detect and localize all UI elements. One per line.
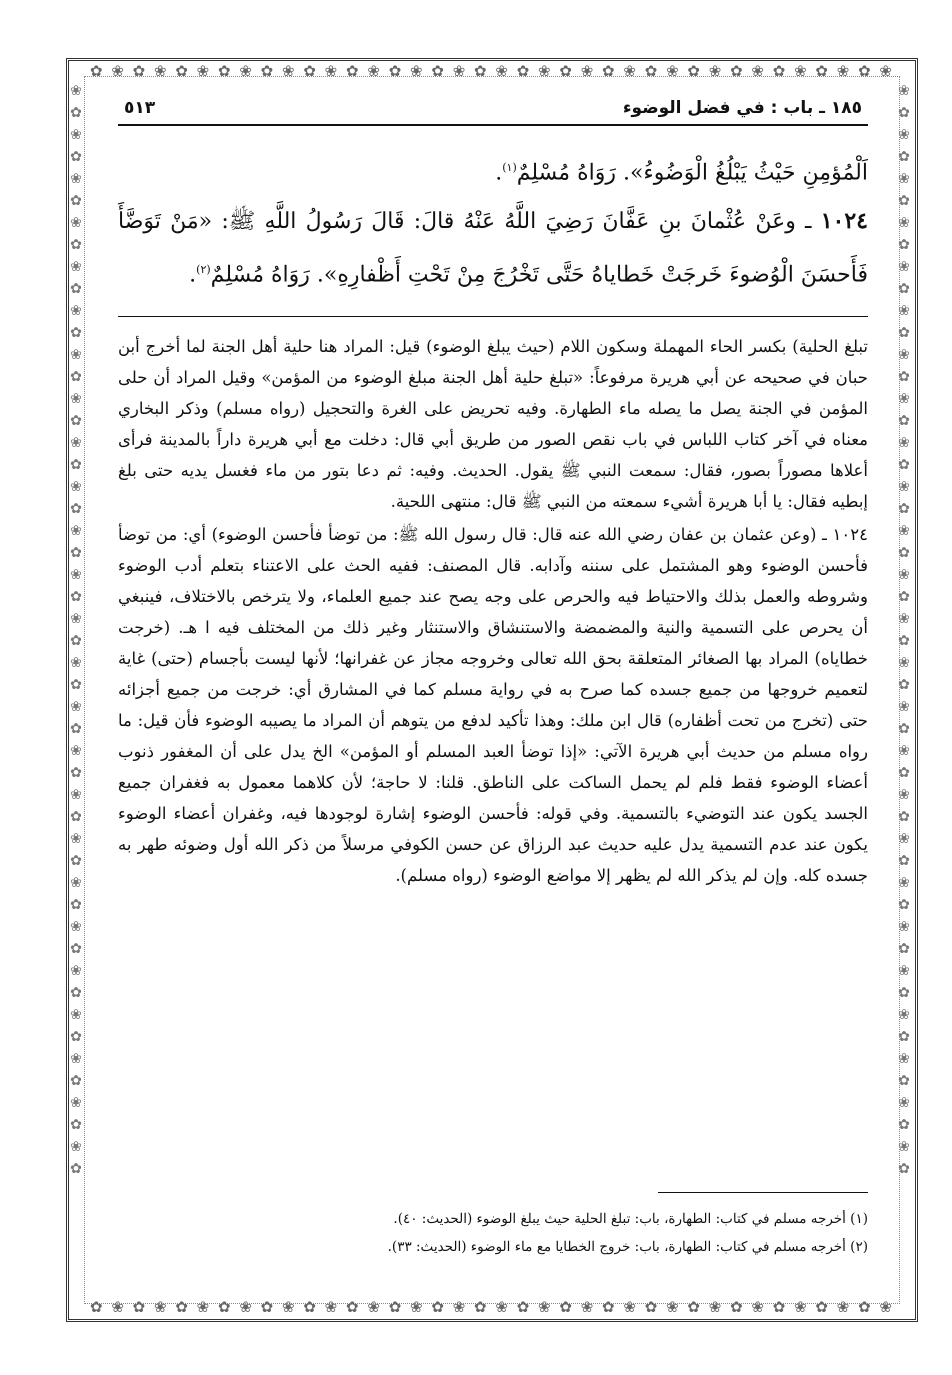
chapter-title: ١٨٥ ـ باب : في فضل الوضوء [622, 98, 862, 118]
commentary-paragraph: ١٠٢٤ ـ (وعن عثمان بن عفان رضي الله عنه قال: قال رسول الله ﷺ: من توضأ فأحسن الوضوء) أي: من توضأ فأحسن الوضوء وهو المشتمل على سننه وآدابه. قال المصنف: ففيه الحث على الاعتناء بتعلم أدب الوضوء وشروطه والعمل بذلك والاحتياط فيه والحرص على وجه يصح عند جميع العلماء، ولا يترخص بالاختلاف، فينبغي أن يحرص على التسمية والنية والمضمضة والاستنشاق والاستنثار وغير ذلك من المختلف فيه ا هـ. (خرجت خطاياه) المراد بها الصغائر المتعلقة بحق الله تعالى وخروجه مجاز عن غفرانها؛ لأنها ليست بأجسام (حتى) غاية لتعميم خروجها من جميع جسده كما صرح به في رواية مسلم كما في المشارق أي: خرجت من جميع أجزائه حتى (تخرج من تحت أظفاره) قال ابن ملك: وهذا تأكيد لدفع من يتوهم أن المراد ما يصيبه الوضوء فأن قيل: ما رواه مسلم من حديث أبي هريرة الآتي: «إذا توضأ العبد المسلم أو المؤمن» الخ يدل على أن المغفور ذنوب أعضاء الوضوء فقط فلم لم يحمل الساكت على الناطق. قلنا: لا حاجة؛ لأن كلاهما معمول به فغفران جميع الجسد يكون عند التوضيء بالتسمية. وفي قوله: فأحسن الوضوء إشارة لوجودها فيه، وغفران أعضاء الوضوء يكون عند عدم التسمية يدل عليه حديث عبد الرزاق عن حسن الكوفي مرسلاً من ذكر الله أول وضوئه طهر به جسده كله. وإن لم يذكر الله لم يظهر إلا مواضع الوضوء (رواه مسلم). [118, 524, 868, 885]
hadith-prev-line: اَلْمُؤمِنِ حَيْثُ يَبْلُغُ الْوَضُوءُ». رَوَاهُ مُسْلِمٌ$^{(١)}$. [495, 160, 868, 186]
ornament-left: ❀ ✿ ❀ ✿ ❀ ✿ ❀ ✿ ❀ ✿ ❀ ✿ ❀ ✿ ❀ ✿ ❀ ✿ ❀ ✿ ❀ ✿ ❀ ✿ ❀ ✿ ❀ ✿ ❀ ✿ ❀ ✿ ❀ ✿ ❀ ✿ ❀ ✿ ❀ ✿ ❀ ✿ ❀ ✿ ❀ ✿ ❀ ✿ ❀ ✿ [70, 83, 82, 1177]
section-separator [118, 316, 868, 317]
commentary [118, 331, 868, 891]
hadith-block [118, 144, 868, 300]
footnote-2: (٢) أخرجه مسلم في كتاب: الطهارة، باب: خروج الخطايا مع ماء الوضوء (الحديث: ٣٣). [387, 1239, 868, 1255]
hadith-1024: ١٠٢٤ ـ وعَنْ عُثْمانَ بنِ عَفَّانَ رَضِيَ اللَّهُ عَنْهُ قالَ: قَالَ رَسُولُ اللَّهِ ﷺ: «مَنْ تَوَضَّأَ فَأَحسَنَ الْوُضوءَ خَرجَتْ خَطاياهُ حَتَّى تَخْرُجَ مِنْ تَحْتِ أَظْفارِهِ». رَوَاهُ مُسْلِمٌ$^{(٢)}$. [118, 208, 868, 288]
ornament-top: ✿ ❀ ✿ ❀ ✿ ❀ ✿ ❀ ✿ ❀ ✿ ❀ ✿ ❀ ✿ ❀ ✿ ❀ ✿ ❀ ✿ ❀ ✿ ❀ ✿ ❀ ✿ ❀ ✿ ❀ ✿ ❀ ✿ ❀ ✿ ❀ ✿ ❀ [89, 62, 895, 80]
hadith-text: ـ وعَنْ عُثْمانَ بنِ عَفَّانَ رَضِيَ اللَّهُ عَنْهُ قالَ: قَالَ رَسُولُ اللَّهِ ﷺ: «مَنْ تَوَضَّأَ فَأَحسَنَ الْوُضوءَ خَرجَتْ خَطاياهُ حَتَّى تَخْرُجَ مِنْ تَحْتِ أَظْفارِهِ». رَوَاهُ مُسْلِمٌ [118, 209, 868, 288]
hadith-number: ١٠٢٤ [820, 208, 868, 235]
page-number: ٥١٣ [124, 98, 156, 118]
footnote-rule [658, 1192, 868, 1193]
footnote-1: (١) أخرجه مسلم في كتاب: الطهارة، باب: تبلغ الحلية حيث يبلغ الوضوء (الحديث: ٤٠). [393, 1211, 868, 1227]
ornament-bottom: ✿ ❀ ✿ ❀ ✿ ❀ ✿ ❀ ✿ ❀ ✿ ❀ ✿ ❀ ✿ ❀ ✿ ❀ ✿ ❀ ✿ ❀ ✿ ❀ ✿ ❀ ✿ ❀ ✿ ❀ ✿ ❀ ✿ ❀ ✿ ❀ ✿ ❀ [89, 1298, 895, 1316]
ornament-right: ❀ ✿ ❀ ✿ ❀ ✿ ❀ ✿ ❀ ✿ ❀ ✿ ❀ ✿ ❀ ✿ ❀ ✿ ❀ ✿ ❀ ✿ ❀ ✿ ❀ ✿ ❀ ✿ ❀ ✿ ❀ ✿ ❀ ✿ ❀ ✿ ❀ ✿ ❀ ✿ ❀ ✿ ❀ ✿ ❀ ✿ ❀ ✿ ❀ ✿ [898, 83, 910, 1177]
page-content [118, 98, 868, 891]
footnote-ref-2: (٢) [196, 263, 211, 277]
commentary-paragraph: تبلغ الحلية) بكسر الحاء المهملة وسكون اللام (حيث يبلغ الوضوء) قيل: المراد هنا حلية أهل الجنة لما أخرج أبن حبان في صحيحه عن أبي هريرة مرفوعاً: «تبلغ حلية أهل الجنة مبلغ الوضوء من المؤمن» وقيل المراد أن حلى المؤمن في الجنة يصل ما يصله ماء الطهارة. وفيه تحريض على الغرة والتحجيل (رواه مسلم) وذكر البخاري معناه في آخر كتاب اللباس في باب نقص الصور من طريق أبي قال: دخلت مع أبي هريرة داراً بالمدينة فرأى أعلاها مصوراً بصور، فقال: سمعت النبي ﷺ يقول. الحديث. وفيه: ثم دعا بتور من ماء فغسل يديه حتى بلغ إبطيه فقال: يا أبا هريرة أشيء سمعته من النبي ﷺ قال: منتهى اللحية. [118, 336, 868, 511]
footnotes [118, 1192, 868, 1261]
running-header [118, 98, 868, 126]
footnote-ref-1: (١) [502, 161, 517, 174]
